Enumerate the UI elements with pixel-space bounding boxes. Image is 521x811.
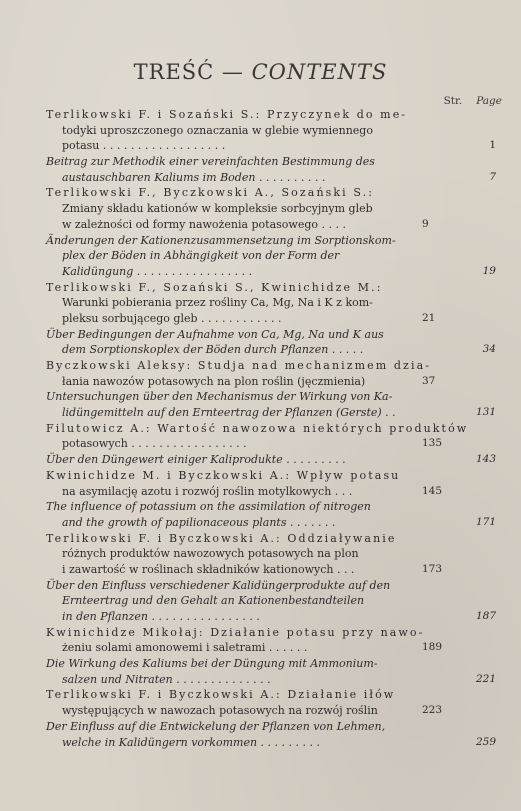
toc-line (46, 436, 486, 452)
toc-line-text: Ernteertrag und den Gehalt an Kationenbestandteilen (62, 594, 365, 608)
toc-line (46, 342, 496, 358)
toc-line-text: Untersuchungen über den Mechanismus der Wirkung von Ka- (46, 390, 393, 404)
toc-line-text: Kwinichidze Mikołaj: Działanie potasu przy nawo- (46, 625, 425, 639)
toc-line (46, 327, 486, 343)
toc-line (46, 201, 486, 217)
toc-line (46, 593, 486, 609)
page-number: 19 (482, 264, 496, 277)
toc-line (46, 185, 486, 201)
toc-entry (46, 154, 496, 185)
toc-line-text: na asymilację azotu i rozwój roślin motylkowych . . . (62, 484, 353, 498)
toc-line-text: Terlikowski F. i Byczkowski A.: Oddziaływanie (46, 531, 397, 545)
toc-line-text: Byczkowski Aleksy: Studja nad mechanizmem dzia- (46, 359, 432, 372)
toc-line-text: Terlikowski F. i Sozański S.: Przyczynek do me- (46, 108, 408, 121)
toc-line-text: dem Sorptionskoplex der Böden durch Pflanzen . . . . . (62, 343, 364, 357)
toc-entry (46, 656, 496, 687)
toc-line-text: and the growth of papilionaceous plants . . . . . . . (62, 515, 336, 529)
toc-line-text: Terlikowski F., Sozański S., Kwinichidze M.: (46, 280, 383, 294)
toc-line (46, 672, 496, 688)
toc-line-text: in den Pflanzen . . . . . . . . . . . . . . . . (62, 610, 260, 623)
toc-line-text: Warunki pobierania przez rośliny Ca, Mg, Na i K z kom- (62, 296, 373, 310)
page-number: 173 (422, 562, 443, 575)
page-number: 34 (482, 343, 496, 356)
page-number: 171 (475, 515, 496, 528)
toc-line-text: i zawartość w roślinach składników kationowych . . . (62, 562, 355, 576)
toc-line (46, 546, 486, 562)
page-number: 259 (475, 735, 496, 748)
page-number: 37 (422, 374, 436, 387)
toc-line (46, 405, 496, 421)
toc-line (46, 311, 486, 327)
toc-entry (46, 578, 496, 625)
toc-line (46, 154, 486, 170)
toc-line (46, 280, 486, 296)
toc-line (46, 656, 486, 672)
page-number: 143 (475, 453, 496, 466)
toc-line-text: Terlikowski F., Byczkowski A., Sozański S.: (46, 186, 375, 200)
column-header-page: Page (476, 95, 502, 107)
toc-line (46, 515, 496, 531)
page-number: 21 (422, 311, 436, 324)
toc-entry (46, 421, 486, 452)
toc-line (46, 217, 486, 233)
column-headers (430, 95, 502, 107)
page-number: 7 (489, 170, 496, 183)
toc-line (46, 531, 486, 547)
toc-line (46, 499, 486, 515)
toc-line (46, 609, 496, 625)
page-number: 145 (422, 484, 443, 497)
toc-entry (46, 499, 496, 530)
toc-line (46, 170, 496, 186)
toc-line (46, 374, 486, 390)
toc-line (46, 358, 486, 374)
toc-line-text: Terlikowski F. i Byczkowski A.: Działanie iłów (46, 688, 396, 702)
toc-entry (46, 468, 486, 499)
table-of-contents (46, 107, 496, 750)
toc-line-text: Kwinichidze M. i Byczkowski A.: Wpływ potasu (46, 468, 401, 482)
toc-line (46, 703, 486, 719)
toc-line (46, 123, 486, 139)
toc-line-text: Die Wirkung des Kaliums bei der Düngung mit Ammonium- (46, 657, 378, 671)
page-number: 135 (422, 437, 443, 450)
toc-line-text: różnych produktów nawozowych potasowych na plon (62, 547, 359, 561)
toc-line-text: pleksu sorbującego gleb . . . . . . . . . . . . (62, 311, 282, 325)
page-title (0, 60, 521, 84)
toc-entry (46, 185, 486, 232)
toc-entry (46, 389, 496, 420)
toc-line (46, 421, 486, 437)
toc-line-text: Änderungen der Kationenzusammensetzung im Sorptionskom- (46, 233, 396, 247)
toc-entry (46, 687, 486, 718)
toc-line (46, 233, 486, 249)
toc-line (46, 452, 496, 468)
toc-line-text: Der Einfluss auf die Entwickelung der Pflanzen von Lehmen, (46, 719, 386, 733)
toc-line (46, 625, 486, 641)
toc-entry (46, 358, 486, 389)
toc-entry (46, 233, 496, 280)
toc-line (46, 562, 486, 578)
toc-line-text: występujących w nawozach potasowych na rozwój roślin (62, 704, 378, 718)
toc-entry (46, 719, 496, 750)
page-number: 1 (489, 139, 496, 152)
toc-line (46, 578, 486, 594)
toc-line (46, 107, 486, 123)
page-number: 131 (475, 406, 496, 419)
toc-entry (46, 452, 496, 468)
title-main: TREŚĆ (133, 60, 215, 84)
column-header-str: Str. (443, 95, 463, 107)
toc-line (46, 468, 486, 484)
page-number: 189 (422, 641, 443, 654)
toc-line-text: Beitrag zur Methodik einer vereinfachten Bestimmung des (46, 155, 375, 169)
toc-entry (46, 625, 486, 656)
toc-line-text: todyki uproszczonego oznaczania w glebie wymiennego (62, 123, 373, 137)
toc-entry (46, 280, 486, 327)
toc-line-text: Filutowicz A.: Wartość nawozowa niektórych produktów (46, 421, 469, 435)
toc-line-text: Kalidüngung . . . . . . . . . . . . . . . . . (62, 264, 253, 278)
page-number: 9 (422, 217, 429, 230)
toc-line-text: żeniu solami amonowemi i saletrami . . . . . . (62, 641, 308, 655)
toc-line-text: w zależności od formy nawożenia potasowego . . . . (62, 217, 346, 231)
toc-line (46, 248, 486, 264)
toc-line-text: potasowych . . . . . . . . . . . . . . . . . (62, 437, 247, 451)
toc-line-text: The influence of potassium on the assimilation of nitrogen (46, 500, 371, 514)
toc-line-text: salzen und Nitraten . . . . . . . . . . . . . . (62, 672, 271, 686)
toc-line (46, 295, 486, 311)
toc-line (46, 264, 496, 280)
toc-entry (46, 107, 496, 154)
toc-entry (46, 327, 496, 358)
toc-line-text: potasu . . . . . . . . . . . . . . . . . . (62, 139, 226, 153)
toc-line (46, 687, 486, 703)
toc-line-text: lidüngemitteln auf den Ernteertrag der Pflanzen (Gerste) . . (62, 406, 396, 420)
toc-line (46, 735, 496, 751)
toc-line (46, 640, 486, 656)
toc-line-text: plex der Böden in Abhängigkeit von der Form der (62, 249, 340, 263)
toc-entry (46, 531, 486, 578)
toc-line (46, 138, 496, 154)
toc-line-text: Über den Einfluss verschiedener Kalidüngerprodukte auf den (46, 578, 391, 592)
toc-line-text: austauschbaren Kaliums im Boden . . . . . . . . . . (62, 170, 326, 184)
title-sub: CONTENTS (251, 60, 388, 84)
page-number: 187 (475, 610, 496, 622)
page-number: 221 (475, 672, 496, 685)
toc-line (46, 389, 486, 405)
title-separator: — (214, 60, 252, 84)
toc-line (46, 719, 486, 735)
toc-line-text: Über den Düngewert einiger Kaliprodukte . . . . . . . . . (46, 453, 346, 467)
toc-line-text: Zmiany składu kationów w kompleksie sorbcyjnym gleb (62, 202, 373, 216)
toc-line-text: łania nawozów potasowych na plon roślin (jęczmienia) (62, 374, 366, 388)
toc-line-text: Über Bedingungen der Aufnahme von Ca, Mg, Na und K aus (46, 327, 384, 341)
toc-line-text: welche in Kalidüngern vorkommen . . . . . . . . . (62, 735, 320, 749)
toc-line (46, 484, 486, 500)
page-number: 223 (422, 704, 443, 717)
